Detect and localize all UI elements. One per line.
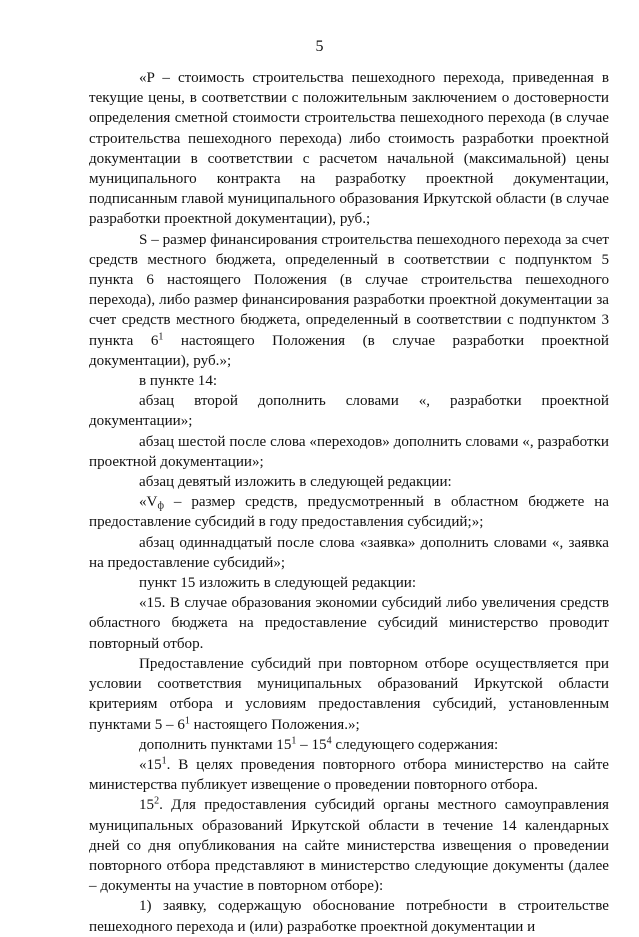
text-fragment: настоящего Положения.»; — [189, 716, 360, 733]
page-number: 5 — [315, 38, 324, 55]
text-fragment: «V — [139, 494, 158, 511]
paragraph-abzats-2: абзац второй дополнить словами «, разработки проектной документации»; — [89, 393, 609, 430]
superscript: 4 — [326, 735, 332, 747]
text-fragment: следующего содержания: — [331, 736, 499, 753]
paragraph-repeat-selection — [89, 654, 609, 735]
superscript: 1 — [158, 331, 164, 343]
document-body — [89, 68, 609, 937]
paragraph-abzats-11: абзац одиннадцатый после слова «заявка» дополнить словами «, заявка на предоставление субсидий»; — [89, 534, 609, 571]
paragraph-abzats-6: абзац шестой после слова «переходов» дополнить словами «, разработки проектной документации»; — [89, 433, 609, 470]
text-fragment: дополнить пунктами 15 — [139, 736, 292, 753]
paragraph-s-definition — [89, 230, 609, 371]
text-fragment: 15 — [139, 797, 155, 814]
text-fragment: . Для предоставления субсидий органы местного самоуправления муниципальных образований Иркутской области в течение 14 календарных дней со дня опубликования на сайте министерства извещения о проведении повторного отбора представляют в министерство следующие документы (далее – документы на участие в повторном отборе): — [89, 797, 609, 895]
text-fragment: настоящего Положения (в случае разработки проектной документации), руб.»; — [89, 332, 610, 369]
paragraph-item-14: в пункте 14: — [139, 373, 218, 390]
paragraph-item-15: «15. В случае образования экономии субсидий либо увеличения средств областного бюджета на предоставление субсидий министерство проводит повторный отбор. — [89, 595, 609, 652]
superscript: 1 — [184, 715, 190, 726]
text-fragment: – 15 — [296, 736, 327, 753]
subscript: ф — [157, 500, 164, 512]
text-fragment: S – размер финансирования строительства пешеходного перехода за счет средств местного бюджета, определенный в соответствии с подпунктом 5 пункта 6 настоящего Положения (в случае строительства пешеходного перехода), либо размер финансирования разработки проектной документации за счет средств местного бюджета, определенный в соответствии с подпунктом 3 пункта 6 — [89, 231, 609, 349]
paragraph-item-15-1 — [89, 755, 609, 795]
superscript: 1 — [161, 755, 167, 767]
text-fragment: – размер средств, предусмотренный в областном бюджете на предоставление субсидий в году предоставления субсидий;»; — [89, 494, 609, 531]
paragraph-subitem-1: 1) заявку, содержащую обоснование потребности в строительстве пешеходного перехода и (или) разработке проектной документации и — [89, 898, 609, 935]
paragraph-add-items — [89, 735, 609, 755]
paragraph-item-15-intro: пункт 15 изложить в следующей редакции: — [139, 575, 417, 592]
superscript: 2 — [154, 795, 160, 807]
text-fragment: «15 — [139, 756, 162, 773]
paragraph-vf-definition — [89, 492, 609, 532]
paragraph-p-definition: «P – стоимость строительства пешеходного перехода, приведенная в текущие цены, в соответствии с положительным заключением о достоверности определения сметной стоимости строительства пешеходного перехода (в случае строительства пешеходного перехода) либо стоимость разработки проектной документации в соответствии с расчетом начальной (максимальной) цены муниципального контракта на разработку проектной документации, подписанным главой муниципального образования Иркутской области (в случае разработки проектной документации), руб.; — [89, 70, 609, 228]
superscript: 1 — [291, 735, 297, 747]
paragraph-item-15-2 — [89, 795, 609, 896]
text-fragment: . В целях проведения повторного отбора министерство на сайте министерства публикует извещение о проведении повторного отбора. — [89, 756, 609, 794]
text-fragment: Предоставление субсидий при повторном отборе осуществляется при условии соответствия муниципальных образований Иркутской области критериям отбора и условиям предоставления субсидий, установленным пунктами 5 – 6 — [89, 655, 609, 733]
paragraph-abzats-9: абзац девятый изложить в следующей редакции: — [139, 474, 452, 491]
